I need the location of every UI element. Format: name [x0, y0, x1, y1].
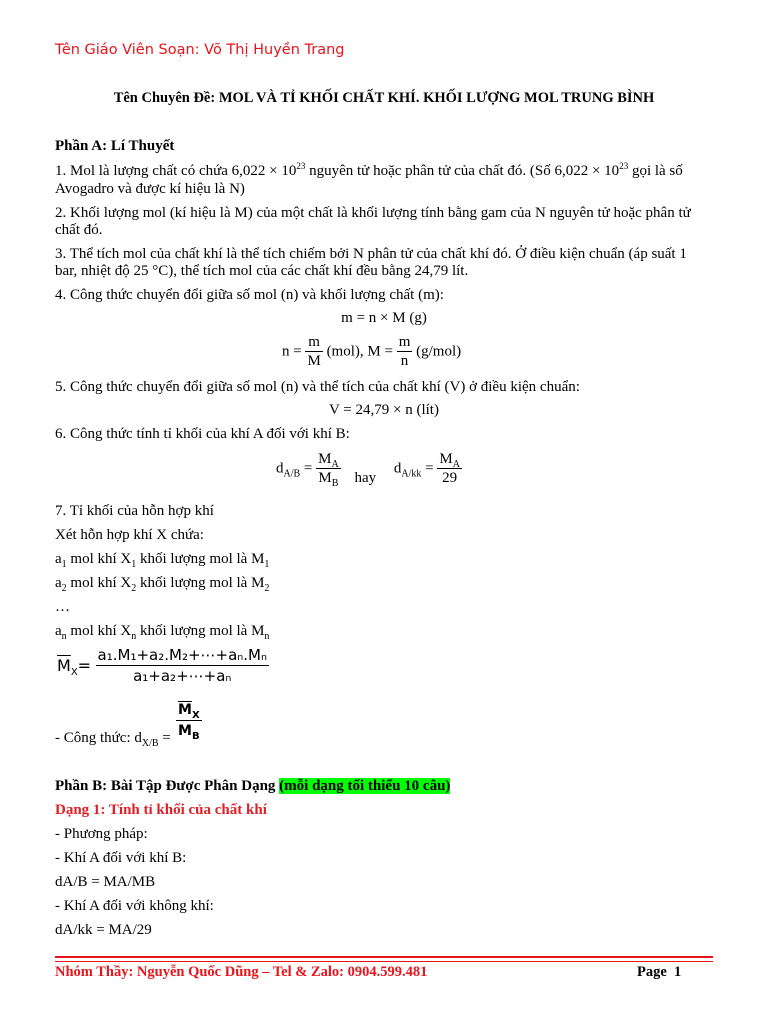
- formula-mixture-density: - Công thức: $d_{X/B}$ =: [55, 730, 171, 750]
- paragraph-3-line-1: 3. Thể tích mol của chất khí là thể tích chiếm bởi N phân tử của chất khí đó. Ở điều kiện chuẩn (áp suất 1: [55, 246, 687, 262]
- paragraph-1-line-1: 1. Mol là lượng chất có chứa $6,022 \times 10^{23}$ nguyên tử hoặc phân tử của chất đó. (Số $6,022 \times 10^{23}$ gọi là số: [55, 161, 683, 179]
- paragraph-7-heading: 7. Tỉ khối của hỗn hợp khí: [55, 503, 214, 519]
- formula-volume: V = 24,79 × n (lít): [329, 402, 439, 418]
- mixture-item-1: $a_1$ mol khí $X_1$ khối lượng mol là $M_1$: [55, 551, 270, 570]
- footer-divider-thick: [55, 956, 713, 958]
- mixture-item-2: $a_2$ mol khí $X_2$ khối lượng mol là $M_2$: [55, 575, 270, 594]
- method-line: - Phương pháp:: [55, 826, 148, 842]
- paragraph-1-line-2: Avogadro và được kí hiệu là N): [55, 181, 245, 197]
- document-title: Tên Chuyên Đề: MOL VÀ TỈ KHỐI CHẤT KHÍ. KHỐI LƯỢNG MOL TRUNG BÌNH: [113, 90, 655, 106]
- formula-density-ratio: $d_{A/B}$ = $\frac{M_A}{M_B}$ hay $d_{A/kk}$ = $\frac{M_A}{29}$: [276, 451, 460, 489]
- part-b-heading: Phần B: Bài Tập Được Phân Dạng (mỗi dạng tối thiểu 10 câu): [55, 778, 451, 794]
- paragraph-7-intro: Xét hỗn hợp khí X chứa:: [55, 527, 204, 543]
- fraction-weighted-average: $\frac{\text{a₁.M₁+a₂.M₂+⋯+aₙ.Mₙ}}{\text{a₁+a₂+⋯+aₙ}}$: [97, 646, 267, 685]
- dab-formula-line: dA/B = MA/MB: [55, 874, 156, 890]
- formula-mean-molar-mass: $\overline{M}_X=$ $\frac{\text{a₁.M₁+a₂.M₂+⋯+aₙ.Mₙ}}{\text{a₁+a₂+⋯+aₙ}}$: [57, 646, 267, 685]
- paragraph-6-text: 6. Công thức tính tỉ khối của khí A đối với khí B:: [55, 426, 350, 442]
- paragraph-3-line-2: bar, nhiệt độ 25 °C), thể tích mol của các chất khí đều bằng 24,79 lít.: [55, 263, 469, 279]
- footer-contact: Nhóm Thầy: Nguyễn Quốc Dũng – Tel & Zalo: 0904.599.481: [55, 964, 428, 980]
- fraction-m-over-n: $\frac{m}{n}$: [398, 334, 411, 369]
- part-a-heading: Phần A: Lí Thuyết: [55, 138, 175, 154]
- page-number: 1: [674, 964, 682, 980]
- part-b-highlight: (mỗi dạng tối thiểu 10 câu): [279, 778, 451, 794]
- paragraph-4-text: 4. Công thức chuyển đổi giữa số mol (n) và khối lượng chất (m):: [55, 287, 444, 303]
- author-line: Tên Giáo Viên Soạn: Võ Thị Huyền Trang: [55, 42, 345, 58]
- dang-1-heading: Dạng 1: Tính tỉ khối của chất khí: [55, 802, 267, 818]
- mixture-ellipsis: …: [55, 599, 70, 615]
- paragraph-2-line-2: chất đó.: [55, 222, 103, 238]
- fraction-MX-over-MB: $\frac{\overline{M}_X}{M_B}$: [178, 702, 200, 742]
- paragraph-5-text: 5. Công thức chuyển đổi giữa số mol (n) và thể tích của chất khí (V) ở điều kiện chuẩn:: [55, 379, 580, 395]
- paragraph-2-line-1: 2. Khối lượng mol (kí hiệu là M) của một chất là khối lượng tính bằng gam của N nguyên tử hoặc phân tử: [55, 205, 691, 221]
- fraction-MA-over-MB: $\frac{M_A}{M_B}$: [318, 451, 339, 489]
- footer-divider-thin: [55, 961, 713, 962]
- fraction-MA-over-29: $\frac{M_A}{29}$: [439, 451, 460, 486]
- footer-page: Page 1: [637, 964, 682, 980]
- gas-a-vs-b-line: - Khí A đối với khí B:: [55, 850, 187, 866]
- formula-n-and-M: n = $\frac{m}{M}$ (mol), M = $\frac{m}{n}$ (g/mol): [282, 334, 462, 369]
- gas-a-vs-air-line: - Khí A đối với không khí:: [55, 898, 214, 914]
- fraction-m-over-M: $\frac{m}{M}$: [307, 334, 321, 369]
- mixture-item-n: $a_n$ mol khí $X_n$ khối lượng mol là $M_n$: [55, 623, 270, 642]
- formula-mass: m = n × M (g): [341, 310, 427, 326]
- dakk-formula-line: dA/kk = MA/29: [55, 922, 152, 938]
